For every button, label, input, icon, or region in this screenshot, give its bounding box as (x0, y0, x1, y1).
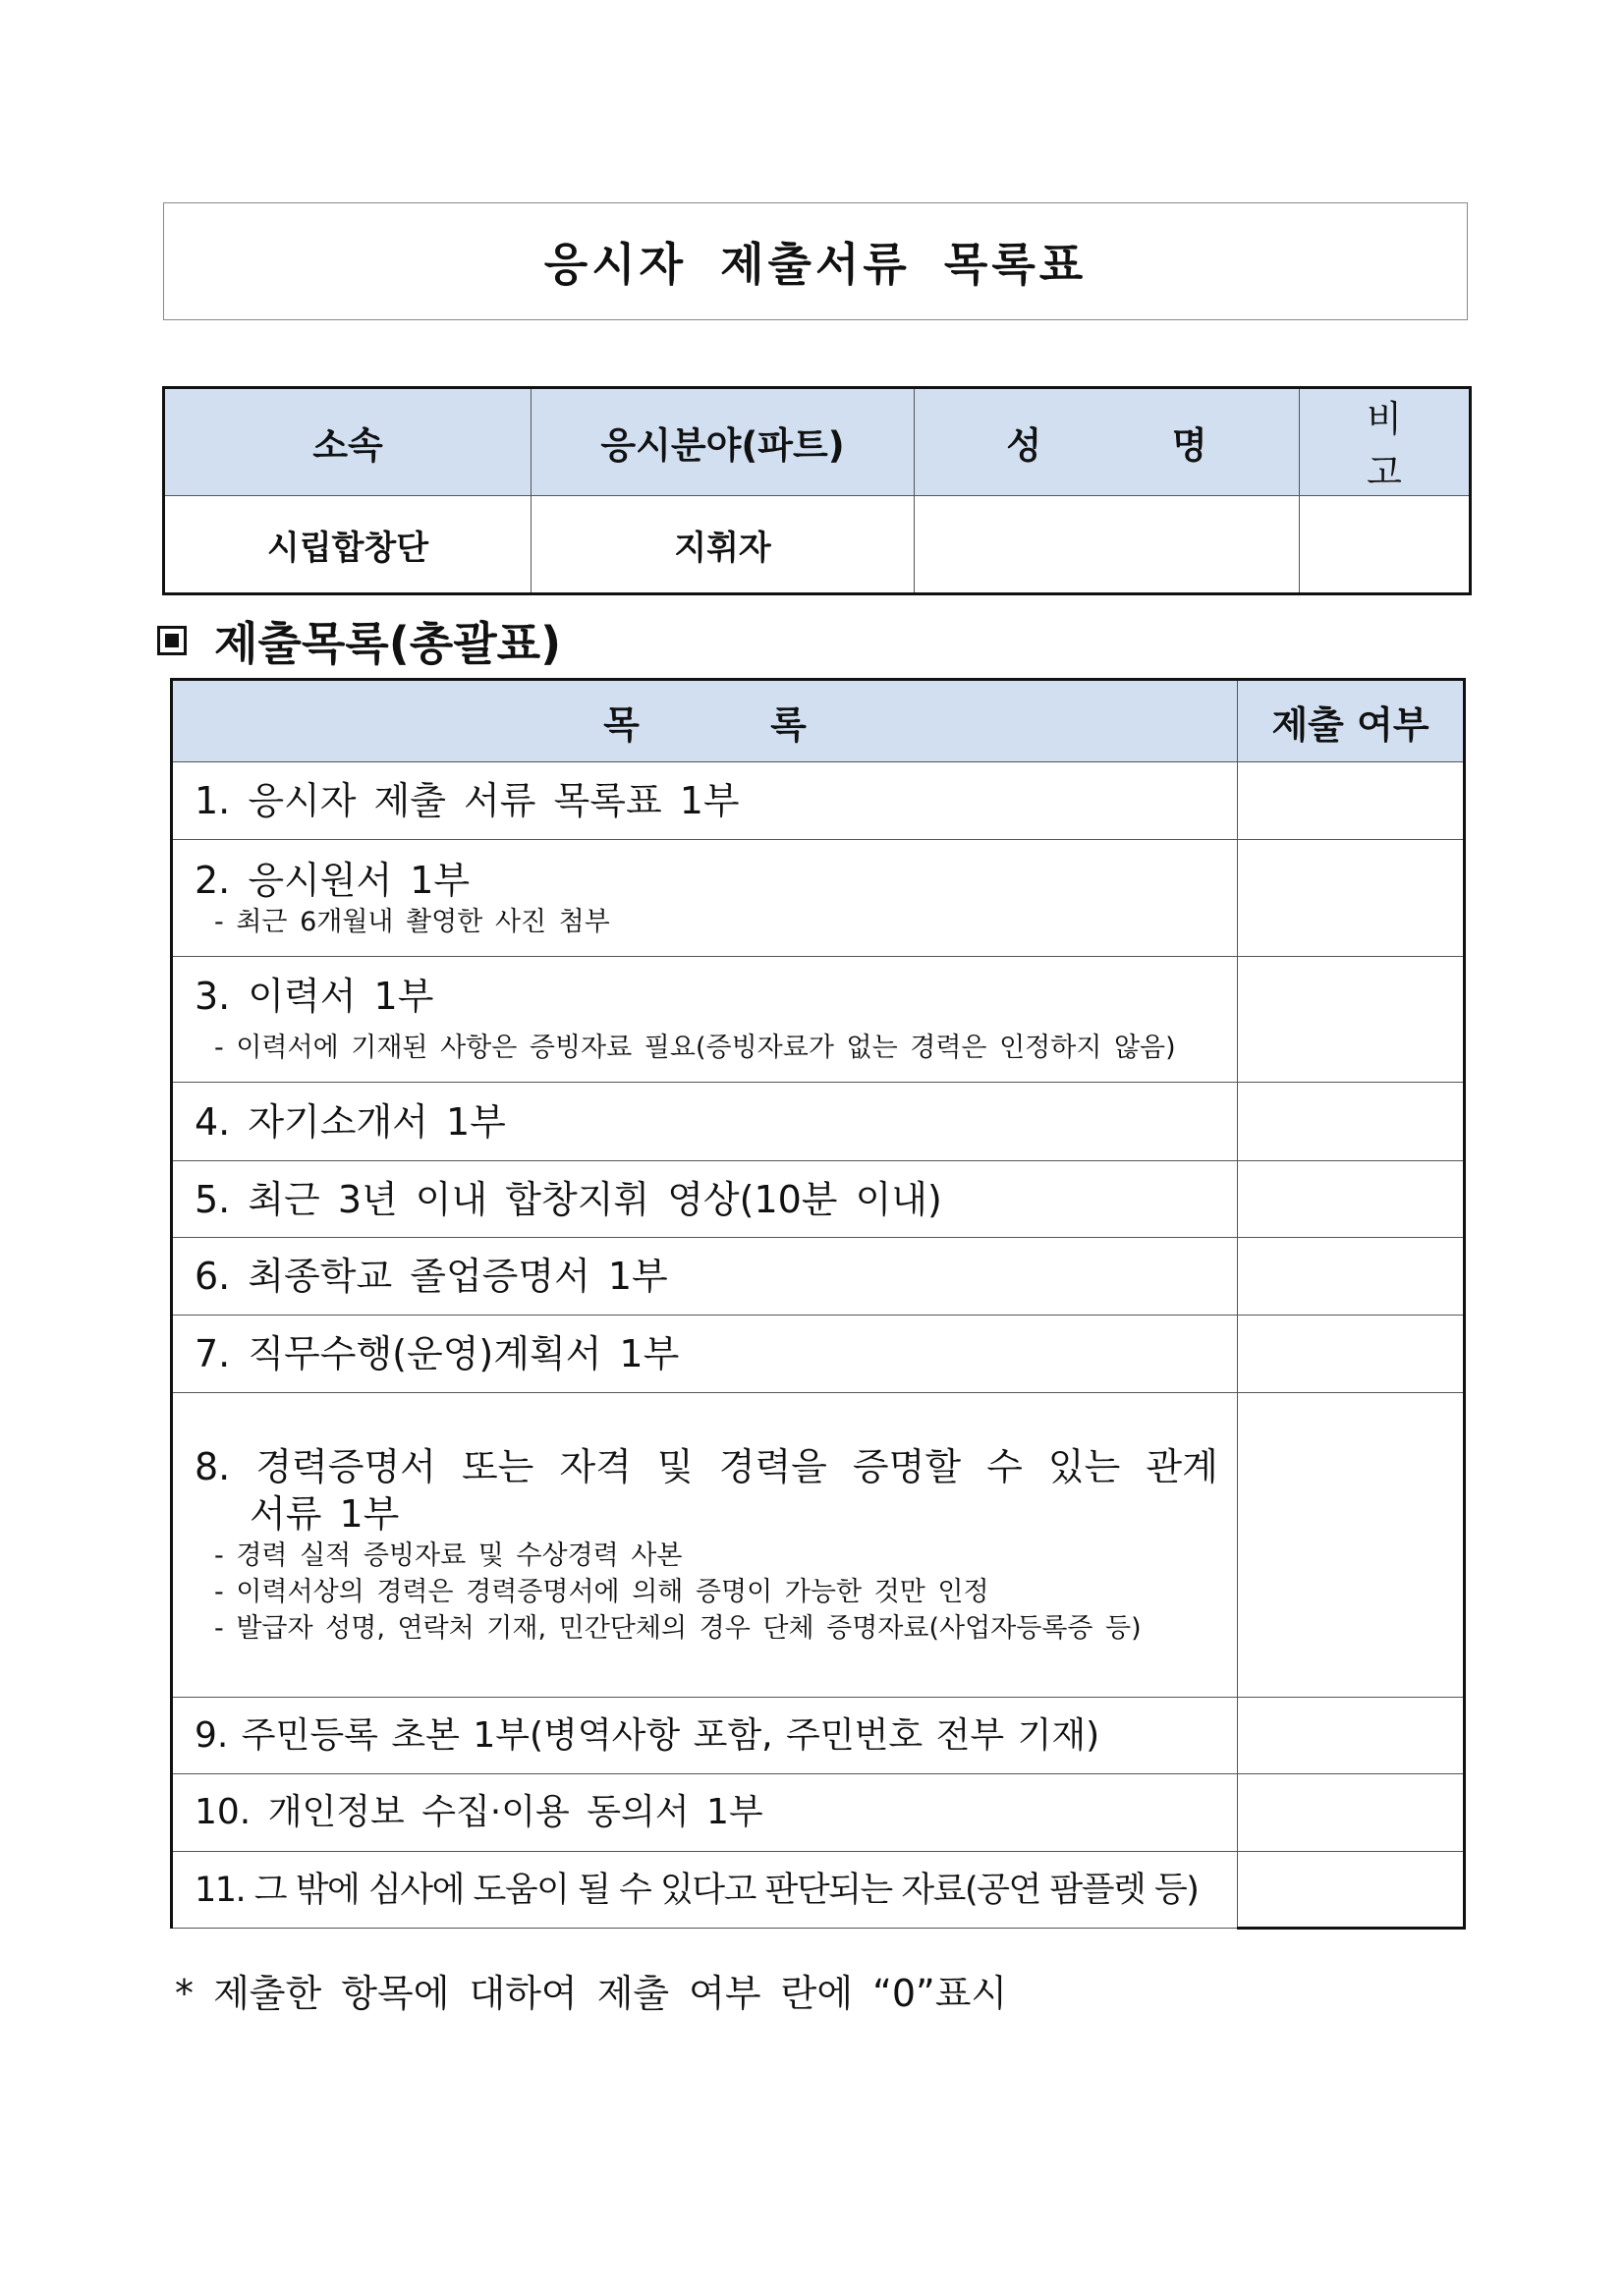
item-11-text: 11. 그 밖에 심사에 도움이 될 수 있다고 판단되는 자료(공연 팜플렛 등) (195, 1870, 1199, 1910)
header-submitted: 제출 여부 (1238, 680, 1465, 762)
list-item (172, 1393, 1465, 1698)
submission-list-table (170, 678, 1466, 1930)
item-10-text: 10. 개인정보 수집·이용 동의서 1부 (195, 1792, 763, 1832)
list-item (172, 1698, 1465, 1774)
item-3-text: 3. 이력서 1부 (195, 975, 434, 1018)
item-2-note: - 최근 6개월내 촬영한 사진 첨부 (214, 906, 610, 937)
item-9-text: 9. 주민등록 초본 1부(병역사항 포함, 주민번호 전부 기재) (195, 1714, 1100, 1756)
value-name[interactable] (915, 496, 1300, 594)
item-6-text: 6. 최종학교 졸업증명서 1부 (195, 1255, 668, 1298)
list-item (172, 1161, 1465, 1238)
item-8-note-3: - 발급자 성명, 연락처 기재, 민간단체의 경우 단체 증명자료(사업자등록증 등) (214, 1613, 1142, 1644)
item-8-note-2: - 이력서상의 경력은 경력증명서에 의해 증명이 가능한 것만 인정 (214, 1577, 989, 1607)
item-3-check-cell[interactable] (1238, 957, 1465, 1083)
item-3-note: - 이력서에 기재된 사항은 증빙자료 필요(증빙자료가 없는 경력은 인정하지 않음) (214, 1033, 1176, 1063)
item-2-text: 2. 응시원서 1부 (195, 858, 471, 902)
info-value-row (164, 496, 1471, 594)
item-11-check-cell[interactable] (1238, 1852, 1465, 1929)
list-item (172, 957, 1465, 1083)
item-10-check-cell[interactable] (1238, 1774, 1465, 1852)
item-4-check-cell[interactable] (1238, 1083, 1465, 1161)
list-item (172, 1238, 1465, 1316)
list-item (172, 840, 1465, 957)
list-item (172, 1852, 1465, 1929)
section-title: 제출목록(총괄표) (214, 617, 562, 670)
item-1-text: 1. 응시자 제출 서류 목록표 1부 (195, 779, 740, 822)
item-5-check-cell[interactable] (1238, 1161, 1465, 1238)
item-9-check-cell[interactable] (1238, 1698, 1465, 1774)
item-8-check-cell[interactable] (1238, 1393, 1465, 1698)
item-8-note-1: - 경력 실적 증빙자료 및 수상경력 사본 (214, 1540, 683, 1571)
header-remarks: 비 고 (1300, 388, 1471, 496)
header-name: 성 명 (915, 388, 1300, 496)
header-field: 응시분야(파트) (532, 388, 915, 496)
section-heading (157, 609, 561, 672)
item-7-text: 7. 직무수행(운영)계획서 1부 (195, 1332, 680, 1375)
header-items: 목 록 (172, 680, 1238, 762)
info-header-row (164, 388, 1471, 496)
list-item (172, 1083, 1465, 1161)
item-4-text: 4. 자기소개서 1부 (195, 1099, 506, 1144)
list-item (172, 1774, 1465, 1852)
value-remarks[interactable] (1300, 496, 1471, 594)
document-title: 응시자 제출서류 목록표 (543, 238, 1088, 291)
title-box (163, 202, 1468, 320)
item-2-check-cell[interactable] (1238, 840, 1465, 957)
list-header-row (172, 680, 1465, 762)
list-item (172, 762, 1465, 840)
applicant-info-table (162, 386, 1472, 595)
item-8-text: 8. 경력증명서 또는 자격 및 경력을 증명할 수 있는 관계 (195, 1445, 1218, 1488)
value-affiliation: 시립합창단 (164, 496, 532, 594)
filled-square-bullet-icon (157, 626, 187, 655)
item-8-text-continued: 서류 1부 (250, 1492, 400, 1536)
item-1-check-cell[interactable] (1238, 762, 1465, 840)
value-field: 지휘자 (532, 496, 915, 594)
item-7-check-cell[interactable] (1238, 1316, 1465, 1393)
list-item (172, 1316, 1465, 1393)
footnote: * 제출한 항목에 대하여 제출 여부 란에 “0”표시 (175, 1972, 1008, 2015)
header-affiliation: 소속 (164, 388, 532, 496)
item-5-text: 5. 최근 3년 이내 합창지휘 영상(10분 이내) (195, 1177, 942, 1221)
item-6-check-cell[interactable] (1238, 1238, 1465, 1316)
